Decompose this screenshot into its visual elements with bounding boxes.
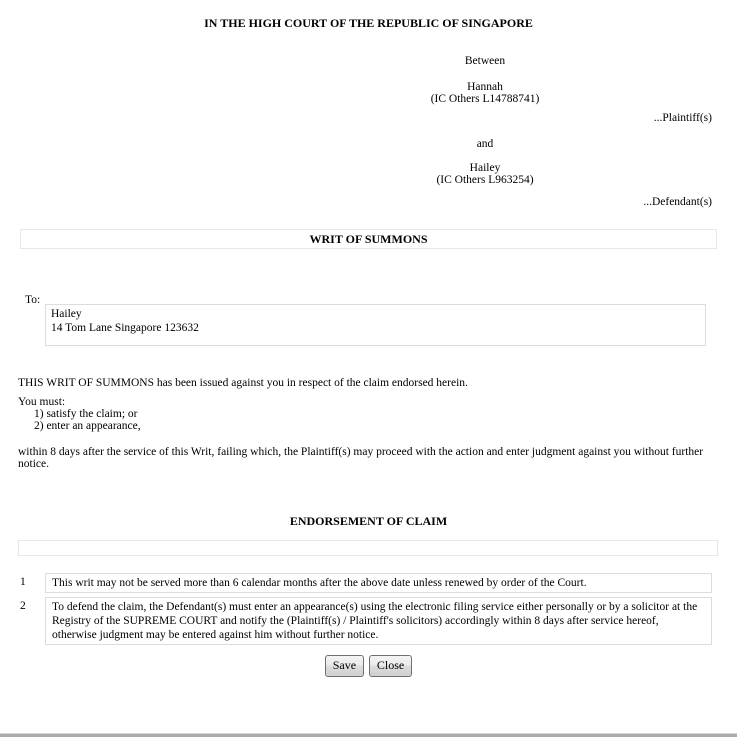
deadline-paragraph: within 8 days after the service of this Writ, failing which, the Plaintiff(s) may proceed with the action and enter judgment against you without further notice. <box>18 446 704 470</box>
endorsement-claim-field[interactable] <box>18 540 718 556</box>
note-text-field[interactable]: To defend the claim, the Defendant(s) must enter an appearance(s) using the electronic filing service either personally or by a solicitor at the Registry of the SUPREME COURT and notify the (Plaintiff(s) / Plaintiff's solicitors) accordingly within 8 days after service hereof, otherwise judgment may be entered against him without further notice. <box>45 597 712 645</box>
to-label: To: <box>25 294 41 306</box>
recipient-address-field[interactable] <box>45 304 706 346</box>
save-button[interactable]: Save <box>325 655 364 677</box>
defendant-role-label: ...Defendant(s) <box>643 196 712 208</box>
defendant-name: Hailey <box>469 162 501 174</box>
endorsement-title: ENDORSEMENT OF CLAIM <box>289 514 448 528</box>
action-button-row <box>0 655 737 677</box>
option-satisfy-claim: 1) satisfy the claim; or <box>34 408 138 420</box>
recipient-name: Hailey <box>51 308 82 320</box>
defendant-ic: (IC Others L963254) <box>436 174 534 186</box>
plaintiff-name: Hannah <box>467 81 503 93</box>
plaintiff-ic: (IC Others L14788741) <box>430 93 540 105</box>
option-enter-appearance: 2) enter an appearance, <box>34 420 141 432</box>
between-label: Between <box>464 55 506 67</box>
plaintiff-role-label: ...Plaintiff(s) <box>653 112 712 124</box>
recipient-address: 14 Tom Lane Singapore 123632 <box>51 322 199 335</box>
note-number: 2 <box>20 600 26 612</box>
and-label: and <box>476 138 494 150</box>
close-button[interactable]: Close <box>369 655 412 677</box>
note-text-field[interactable]: This writ may not be served more than 6 calendar months after the above date unless renewed by order of the Court. <box>45 573 712 593</box>
court-title: IN THE HIGH COURT OF THE REPUBLIC OF SINGAPORE <box>204 16 533 30</box>
writ-of-summons-banner: WRIT OF SUMMONS <box>20 229 717 249</box>
note-number: 1 <box>20 576 26 588</box>
page-bottom-divider <box>0 733 737 737</box>
issued-paragraph: THIS WRIT OF SUMMONS has been issued against you in respect of the claim endorsed herein. <box>18 377 468 389</box>
you-must-label: You must: <box>18 396 66 408</box>
